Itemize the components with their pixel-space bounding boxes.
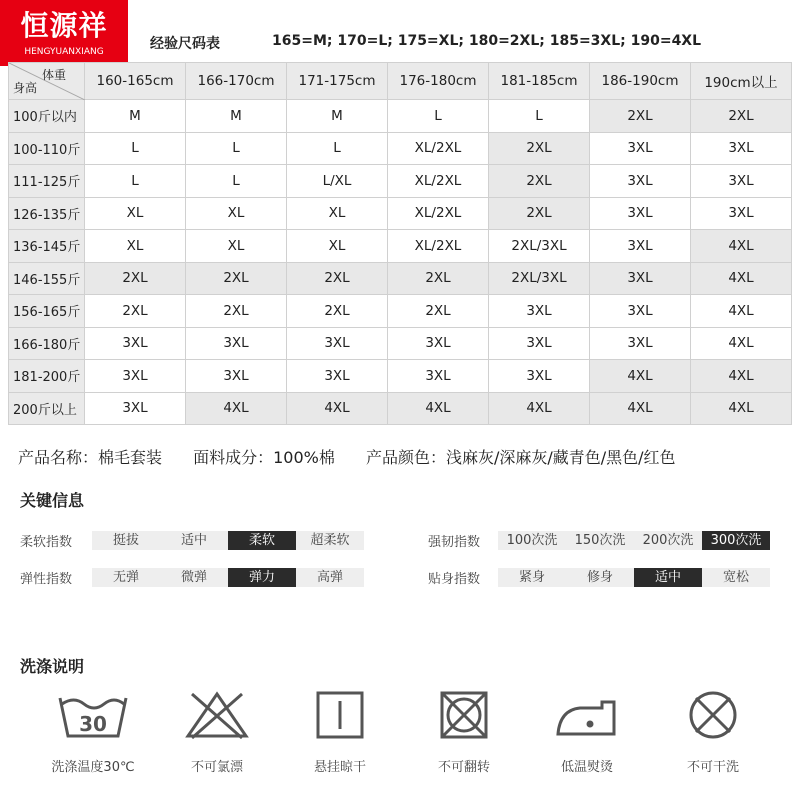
table-row xyxy=(9,197,792,230)
brand-name: 恒源祥 xyxy=(20,9,108,42)
care-label: 低温熨烫 xyxy=(560,760,613,775)
table-row xyxy=(9,230,792,263)
size-cell: 4XL xyxy=(691,262,792,295)
size-cell: 2XL xyxy=(85,295,186,328)
row-label: 100斤以内 xyxy=(9,100,85,133)
size-cell: 3XL xyxy=(691,165,792,198)
row-label: 146-155斤 xyxy=(9,262,85,295)
size-cell: M xyxy=(186,100,287,133)
care-label: 洗涤温度30℃ xyxy=(51,760,135,775)
toughness-option: 100次洗 xyxy=(506,533,558,548)
size-cell: 2XL xyxy=(287,295,388,328)
size-cell: 3XL xyxy=(590,295,691,328)
size-cell: 2XL/3XL xyxy=(489,262,590,295)
size-cell: 4XL xyxy=(691,392,792,425)
corner-weight-label: 体重 xyxy=(41,68,66,82)
elasticity-label: 弹性指数 xyxy=(20,572,73,587)
care-title: 洗涤说明 xyxy=(20,657,85,676)
size-cell: L xyxy=(489,100,590,133)
size-cell: 2XL xyxy=(489,165,590,198)
hang-dry-icon xyxy=(303,690,377,740)
size-cell: 3XL xyxy=(186,327,287,360)
size-cell: L/XL xyxy=(287,165,388,198)
softness-option: 适中 xyxy=(180,533,207,548)
size-cell: 2XL xyxy=(186,295,287,328)
size-cell: 4XL xyxy=(590,360,691,393)
table-row xyxy=(9,132,792,165)
size-rule: 165=M; 170=L; 175=XL; 180=2XL; 185=3XL; 190=4XL xyxy=(272,33,702,49)
size-cell: 3XL xyxy=(388,327,489,360)
low-iron-icon xyxy=(550,690,624,740)
size-cell: 3XL xyxy=(590,230,691,263)
key-info-title: 关键信息 xyxy=(20,491,85,510)
product-name: 产品名称：棉毛套装 xyxy=(18,448,163,467)
elasticity-option: 无弹 xyxy=(112,570,139,585)
size-cell: 2XL xyxy=(388,262,489,295)
size-cell: XL/2XL xyxy=(388,132,489,165)
softness-scale xyxy=(92,531,364,550)
size-cell: 4XL xyxy=(691,295,792,328)
size-cell: 3XL xyxy=(590,165,691,198)
column-header: 176-180cm xyxy=(388,63,489,100)
size-cell: XL xyxy=(287,230,388,263)
brand-logo xyxy=(0,0,128,66)
size-cell: 3XL xyxy=(388,360,489,393)
size-cell: XL xyxy=(85,197,186,230)
size-cell: 4XL xyxy=(691,360,792,393)
elasticity-option: 高弹 xyxy=(316,570,343,585)
table-row xyxy=(9,262,792,295)
size-cell: 3XL xyxy=(590,262,691,295)
table-row xyxy=(9,165,792,198)
toughness-option: 150次洗 xyxy=(574,533,626,548)
size-cell: 3XL xyxy=(186,360,287,393)
size-chart-title: 经验尺码表 xyxy=(150,36,220,52)
row-label: 166-180斤 xyxy=(9,327,85,360)
toughness-option: 200次洗 xyxy=(642,533,694,548)
size-cell: 3XL xyxy=(691,197,792,230)
fit-scale xyxy=(498,568,770,587)
size-cell: 2XL xyxy=(489,132,590,165)
product-fabric: 面料成分：100%棉 xyxy=(193,448,335,467)
brand-name-en: HENGYUANXIANG xyxy=(24,47,104,57)
toughness-index xyxy=(428,531,770,550)
size-cell: 3XL xyxy=(489,327,590,360)
size-cell: L xyxy=(85,132,186,165)
size-cell: 3XL xyxy=(287,327,388,360)
size-cell: 3XL xyxy=(590,327,691,360)
care-label: 不可翻转 xyxy=(437,760,490,775)
size-cell: 2XL xyxy=(186,262,287,295)
row-label: 181-200斤 xyxy=(9,360,85,393)
size-cell: 3XL xyxy=(489,295,590,328)
elasticity-index xyxy=(20,568,364,587)
care-item-no-dry-clean xyxy=(653,690,773,775)
size-cell: M xyxy=(287,100,388,133)
size-table-header xyxy=(9,63,792,100)
size-cell: 4XL xyxy=(489,392,590,425)
size-cell: 4XL xyxy=(590,392,691,425)
size-cell: XL xyxy=(85,230,186,263)
toughness-scale xyxy=(498,531,770,550)
fit-option: 宽松 xyxy=(722,570,749,585)
care-item-no-tumble xyxy=(404,690,524,775)
size-cell: 3XL xyxy=(489,360,590,393)
column-header: 190cm以上 xyxy=(691,63,792,100)
wash-temp: 30 xyxy=(79,712,107,736)
fit-option: 适中 xyxy=(634,568,702,587)
table-row xyxy=(9,327,792,360)
size-cell: 3XL xyxy=(85,360,186,393)
row-label: 200斤以上 xyxy=(9,392,85,425)
size-cell: 2XL xyxy=(85,262,186,295)
softness-index xyxy=(20,531,364,550)
size-cell: 2XL xyxy=(287,262,388,295)
column-header: 160-165cm xyxy=(85,63,186,100)
table-corner xyxy=(9,63,85,100)
size-cell: 3XL xyxy=(590,197,691,230)
no-tumble-dry-icon xyxy=(427,690,501,740)
column-header: 171-175cm xyxy=(287,63,388,100)
size-cell: 4XL xyxy=(287,392,388,425)
size-table xyxy=(8,62,792,425)
toughness-label: 强韧指数 xyxy=(428,535,481,550)
size-cell: L xyxy=(287,132,388,165)
column-header: 186-190cm xyxy=(590,63,691,100)
care-item-low-iron xyxy=(527,690,647,775)
care-label: 悬挂晾干 xyxy=(313,760,366,775)
softness-option: 柔软 xyxy=(228,531,296,550)
table-row xyxy=(9,295,792,328)
size-cell: 2XL xyxy=(489,197,590,230)
size-cell: XL xyxy=(186,197,287,230)
size-cell: 4XL xyxy=(691,230,792,263)
size-cell: 2XL xyxy=(388,295,489,328)
fit-option: 修身 xyxy=(586,570,613,585)
size-cell: 3XL xyxy=(85,327,186,360)
corner-height-label: 身高 xyxy=(13,81,38,95)
size-cell: 2XL/3XL xyxy=(489,230,590,263)
column-header: 181-185cm xyxy=(489,63,590,100)
size-cell: M xyxy=(85,100,186,133)
elasticity-option: 弹力 xyxy=(228,568,296,587)
wash-30-icon xyxy=(56,690,130,740)
elasticity-scale xyxy=(92,568,364,587)
table-row xyxy=(9,392,792,425)
elasticity-option: 微弹 xyxy=(180,570,207,585)
size-cell: 3XL xyxy=(85,392,186,425)
row-label: 100-110斤 xyxy=(9,132,85,165)
column-header: 166-170cm xyxy=(186,63,287,100)
care-label: 不可氯漂 xyxy=(190,760,243,775)
size-cell: 4XL xyxy=(186,392,287,425)
size-cell: 4XL xyxy=(691,327,792,360)
fit-option: 紧身 xyxy=(518,570,545,585)
product-colors: 产品颜色：浅麻灰/深麻灰/藏青色/黑色/红色 xyxy=(365,448,676,467)
row-label: 156-165斤 xyxy=(9,295,85,328)
size-cell: L xyxy=(85,165,186,198)
size-cell: XL/2XL xyxy=(388,165,489,198)
no-dry-clean-icon xyxy=(676,690,750,740)
toughness-option: 300次洗 xyxy=(702,531,770,550)
size-cell: XL/2XL xyxy=(388,197,489,230)
size-cell: XL xyxy=(186,230,287,263)
care-label: 不可干洗 xyxy=(686,760,739,775)
size-cell: L xyxy=(388,100,489,133)
size-cell: 4XL xyxy=(388,392,489,425)
care-item-wash xyxy=(33,690,153,775)
table-row xyxy=(9,360,792,393)
size-cell: L xyxy=(186,165,287,198)
row-label: 111-125斤 xyxy=(9,165,85,198)
care-item-hang-dry xyxy=(280,690,400,775)
fit-label: 贴身指数 xyxy=(428,572,481,587)
product-info xyxy=(18,445,702,468)
row-label: 136-145斤 xyxy=(9,230,85,263)
size-cell: 3XL xyxy=(590,132,691,165)
care-item-no-bleach xyxy=(157,690,277,775)
size-cell: 2XL xyxy=(590,100,691,133)
size-cell: XL xyxy=(287,197,388,230)
size-cell: XL/2XL xyxy=(388,230,489,263)
size-cell: 3XL xyxy=(691,132,792,165)
table-row xyxy=(9,100,792,133)
no-bleach-icon xyxy=(180,690,254,740)
size-cell: 2XL xyxy=(691,100,792,133)
softness-option: 超柔软 xyxy=(310,533,350,548)
fit-index xyxy=(428,568,770,587)
softness-option: 挺拔 xyxy=(112,533,139,548)
row-label: 126-135斤 xyxy=(9,197,85,230)
size-cell: 3XL xyxy=(287,360,388,393)
softness-label: 柔软指数 xyxy=(20,535,73,550)
size-cell: L xyxy=(186,132,287,165)
